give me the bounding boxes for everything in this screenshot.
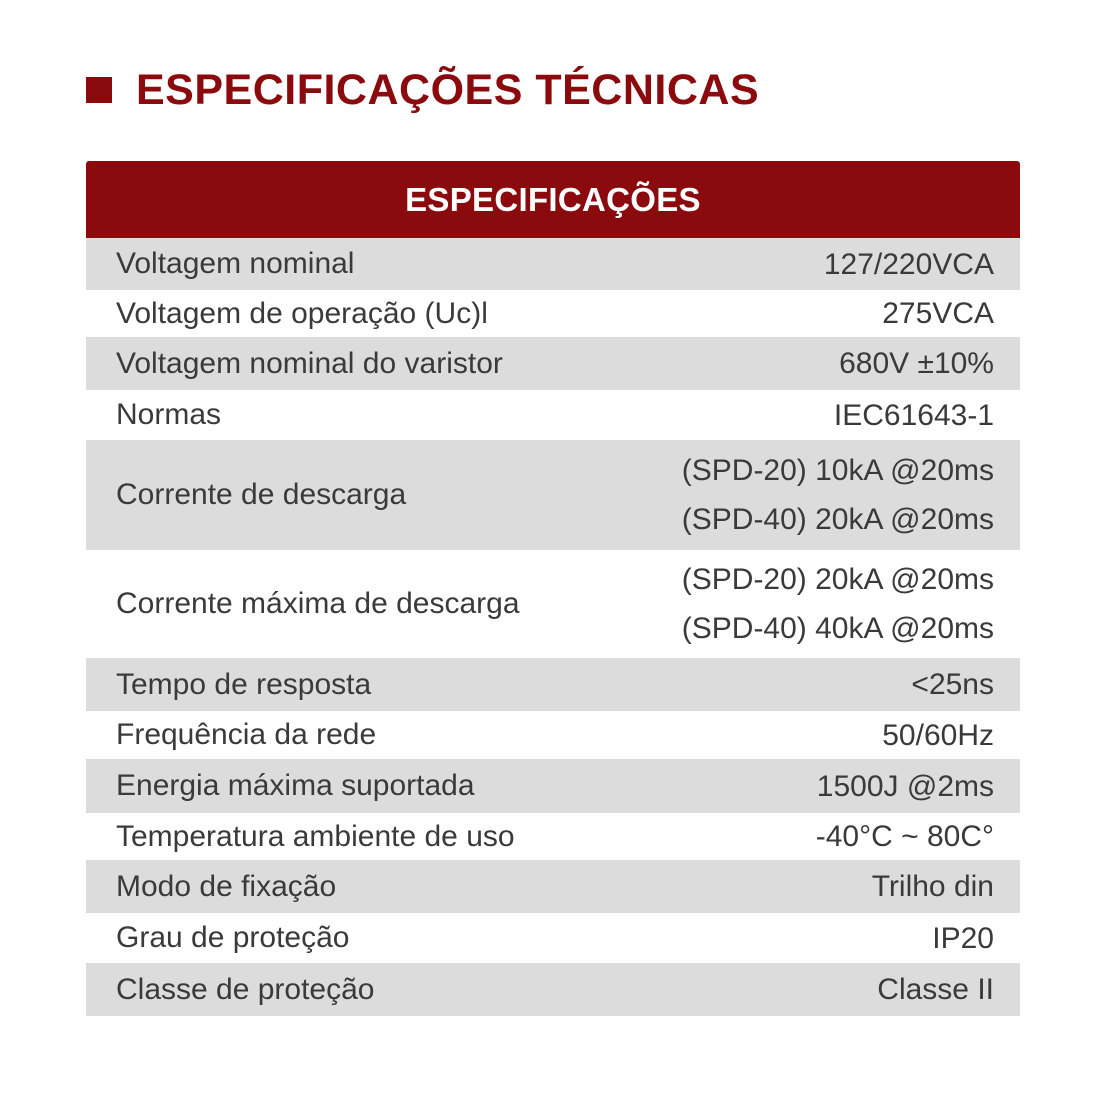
- row-label: Voltagem de operação (Uc)l: [116, 296, 488, 330]
- row-value: 680V ±10%: [839, 347, 994, 380]
- row-label: Frequência da rede: [116, 718, 377, 751]
- table-header: [86, 161, 1020, 238]
- row-label: Tempo de resposta: [116, 667, 372, 701]
- specifications-table: [86, 161, 1020, 1016]
- table-row: [86, 337, 1020, 390]
- row-value: 275VCA: [882, 297, 994, 330]
- table-row: [86, 813, 1020, 860]
- table-row: [86, 913, 1020, 963]
- row-label: Classe de proteção: [116, 972, 375, 1006]
- row-value: <25ns: [911, 668, 994, 701]
- row-value: IEC61643-1: [833, 398, 994, 432]
- row-value: (SPD-20) 10kA @20ms (SPD-40) 20kA @20ms: [681, 454, 994, 536]
- table-row: [86, 860, 1020, 913]
- row-label: Normas: [116, 398, 222, 431]
- row-value: (SPD-20) 20kA @20ms (SPD-40) 40kA @20ms: [681, 563, 994, 645]
- page-title: ESPECIFICAÇÕES TÉCNICAS: [136, 65, 760, 114]
- row-label: Temperatura ambiente de uso: [116, 819, 515, 853]
- row-value: IP20: [932, 921, 994, 955]
- row-label: Voltagem nominal: [116, 247, 355, 280]
- row-value: 127/220VCA: [823, 247, 994, 281]
- table-header-label: ESPECIFICAÇÕES: [405, 180, 701, 218]
- table-row: [86, 440, 1020, 550]
- row-value: 50/60Hz: [882, 718, 994, 752]
- row-label: Energia máxima suportada: [116, 769, 475, 802]
- table-row: [86, 238, 1020, 290]
- bullet-square-icon: [86, 77, 112, 103]
- table-row: [86, 290, 1020, 337]
- row-label: Grau de proteção: [116, 921, 350, 954]
- row-value: Classe II: [877, 973, 994, 1006]
- row-label: Voltagem nominal do varistor: [116, 346, 503, 380]
- row-value: -40°C ~ 80C°: [815, 820, 994, 853]
- table-row: [86, 658, 1020, 711]
- table-row: [86, 711, 1020, 759]
- table-row: [86, 963, 1020, 1016]
- table-row: [86, 759, 1020, 813]
- row-label: Corrente máxima de descarga: [116, 587, 520, 620]
- table-row: [86, 390, 1020, 440]
- table-row: [86, 550, 1020, 658]
- row-label: Modo de fixação: [116, 869, 337, 903]
- row-value: Trilho din: [871, 870, 994, 903]
- row-value: 1500J @2ms: [816, 769, 994, 803]
- section-heading: [86, 62, 759, 118]
- row-label: Corrente de descarga: [116, 478, 407, 511]
